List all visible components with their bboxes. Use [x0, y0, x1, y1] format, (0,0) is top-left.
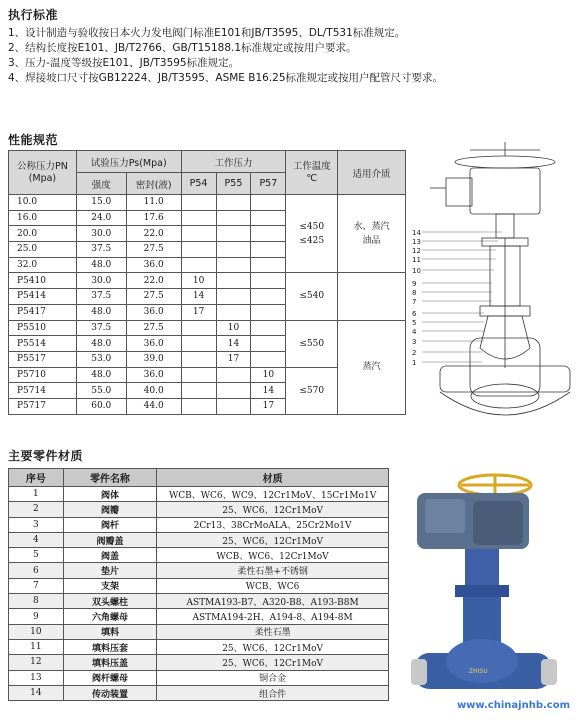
cell-p57 — [251, 336, 286, 352]
cell-part-no: 2 — [9, 502, 64, 517]
callout-number: 9 — [412, 280, 417, 288]
parts-row — [9, 502, 389, 517]
watermark: www.chinajnhb.com — [456, 700, 570, 711]
cell-seal: 22.0 — [126, 273, 181, 289]
cell-part-material: 铜合金 — [157, 670, 389, 685]
standards-list — [8, 26, 568, 86]
cell-p57 — [251, 289, 286, 305]
callout-number: 13 — [412, 238, 421, 246]
parts-table — [8, 468, 389, 701]
cell-part-name: 垫片 — [63, 563, 157, 578]
cell-temp: ≤550 — [286, 320, 338, 367]
cell-p55 — [216, 367, 251, 383]
cell-p54 — [181, 320, 216, 336]
header-test-pressure: 试验压力Ps(Mpa) — [76, 151, 181, 173]
cell-part-no: 6 — [9, 563, 64, 578]
header-seal: 密封(液) — [126, 173, 181, 195]
cell-p57 — [251, 242, 286, 258]
cell-part-name: 阀杆 — [63, 517, 157, 532]
parts-row — [9, 548, 389, 563]
cell-part-name: 阀盖 — [63, 548, 157, 563]
cell-pn: 32.0 — [9, 257, 77, 273]
cell-pn: P5510 — [9, 320, 77, 336]
cell-medium: 水、蒸汽 油品 — [338, 195, 406, 273]
cell-temp: ≤570 — [286, 367, 338, 414]
cell-p54 — [181, 257, 216, 273]
cell-p55: 17 — [216, 351, 251, 367]
cell-pn: P5514 — [9, 336, 77, 352]
cell-p55 — [216, 195, 251, 211]
standards-line: 1、设计制造与验收按日本火力发电阀门标准E101和JB/T3595、DL/T531标准规定。 — [8, 27, 406, 39]
cell-p57 — [251, 304, 286, 320]
cell-p55 — [216, 304, 251, 320]
cell-part-name: 阀瓣盖 — [63, 532, 157, 547]
cell-p57: 10 — [251, 367, 286, 383]
callout-number: 4 — [412, 328, 417, 336]
cell-p54 — [181, 226, 216, 242]
cell-p54 — [181, 336, 216, 352]
cell-p55 — [216, 383, 251, 399]
header-work-pressure: 工作压力 — [181, 151, 286, 173]
cell-pn: 20.0 — [9, 226, 77, 242]
cell-part-name: 双头螺柱 — [63, 594, 157, 609]
cell-p54: 14 — [181, 289, 216, 305]
performance-row — [9, 273, 406, 289]
header-strength: 强度 — [76, 173, 126, 195]
cell-seal: 36.0 — [126, 304, 181, 320]
header-material: 材质 — [157, 469, 389, 487]
cell-part-name: 填料压套 — [63, 639, 157, 654]
parts-row — [9, 487, 389, 502]
cell-seal: 40.0 — [126, 383, 181, 399]
cell-part-no: 11 — [9, 639, 64, 654]
callout-number: 5 — [412, 319, 417, 327]
standards-line: 2、结构长度按E101、JB/T2766、GB/T15188.1标准规定或按用户要求。 — [8, 42, 357, 54]
header-p54: P54 — [181, 173, 216, 195]
cell-p54 — [181, 351, 216, 367]
cell-p54 — [181, 367, 216, 383]
header-part-name: 零件名称 — [63, 469, 157, 487]
callout-number: 3 — [412, 338, 417, 346]
cell-p55 — [216, 398, 251, 414]
cell-part-name: 传动装置 — [63, 685, 157, 700]
cell-strength: 48.0 — [76, 367, 126, 383]
cell-pn: P5517 — [9, 351, 77, 367]
callout-number: 10 — [412, 267, 421, 275]
callout-number: 14 — [412, 229, 421, 237]
valve-marking: ZHISU — [469, 668, 488, 675]
cell-p57: 17 — [251, 398, 286, 414]
cell-part-no: 8 — [9, 594, 64, 609]
standards-line: 3、压力-温度等级按E101、JB/T3595标准规定。 — [8, 57, 240, 69]
cell-part-no: 14 — [9, 685, 64, 700]
cell-p54 — [181, 195, 216, 211]
cell-p57: 14 — [251, 383, 286, 399]
parts-row — [9, 670, 389, 685]
cell-strength: 48.0 — [76, 257, 126, 273]
cell-pn: P5717 — [9, 398, 77, 414]
cell-pn: 16.0 — [9, 210, 77, 226]
cell-p55 — [216, 273, 251, 289]
cell-part-no: 3 — [9, 517, 64, 532]
cell-seal: 27.5 — [126, 242, 181, 258]
cell-part-name: 支架 — [63, 578, 157, 593]
header-no: 序号 — [9, 469, 64, 487]
cell-part-no: 9 — [9, 609, 64, 624]
cell-p57 — [251, 210, 286, 226]
cell-pn: 25.0 — [9, 242, 77, 258]
cell-part-material: WCB、WC6、12Cr1MoV — [157, 548, 389, 563]
header-temp: 工作温度 ℃ — [286, 151, 338, 195]
cell-part-material: 柔性石墨+不锈钢 — [157, 563, 389, 578]
cell-pn: P5417 — [9, 304, 77, 320]
parts-row — [9, 624, 389, 639]
cell-p57 — [251, 320, 286, 336]
cell-p57 — [251, 351, 286, 367]
cell-strength: 48.0 — [76, 336, 126, 352]
parts-row — [9, 639, 389, 654]
parts-row — [9, 517, 389, 532]
header-p55: P55 — [216, 173, 251, 195]
cell-part-name: 填料 — [63, 624, 157, 639]
cell-strength: 37.5 — [76, 242, 126, 258]
cell-part-name: 阀杆螺母 — [63, 670, 157, 685]
cell-pn: P5414 — [9, 289, 77, 305]
parts-row — [9, 578, 389, 593]
standards-line: 4、焊接坡口尺寸按GB12224、JB/T3595、ASME B16.25标准规定或按用户配管尺寸要求。 — [8, 72, 444, 84]
cell-part-material: 25、WC6、12Cr1MoV — [157, 502, 389, 517]
cell-seal: 17.6 — [126, 210, 181, 226]
cell-strength: 53.0 — [76, 351, 126, 367]
cell-p55 — [216, 257, 251, 273]
cell-part-no: 12 — [9, 655, 64, 670]
valve-cutaway-drawing — [410, 138, 573, 435]
cell-p54: 17 — [181, 304, 216, 320]
cell-part-name: 填料压盖 — [63, 655, 157, 670]
cell-p54 — [181, 383, 216, 399]
callout-number: 2 — [412, 349, 417, 357]
cell-part-no: 7 — [9, 578, 64, 593]
cell-p54: 10 — [181, 273, 216, 289]
cell-part-material: ASTMA193-B7、A320-B8、A193-B8M — [157, 594, 389, 609]
cell-medium — [338, 273, 406, 320]
performance-body — [9, 195, 406, 415]
callout-number: 7 — [412, 298, 417, 306]
cell-p57 — [251, 195, 286, 211]
standards-title: 执行标准 — [8, 8, 59, 22]
parts-row — [9, 594, 389, 609]
parts-row — [9, 532, 389, 547]
cell-p54 — [181, 398, 216, 414]
header-pn: 公称压力PN (Mpa) — [9, 151, 77, 195]
parts-body — [9, 487, 389, 701]
callout-number: 1 — [412, 359, 417, 367]
cell-part-material: 2Cr13、38CrMoALA、25Cr2Mo1V — [157, 517, 389, 532]
cell-p55 — [216, 226, 251, 242]
cell-seal: 36.0 — [126, 257, 181, 273]
cell-seal: 27.5 — [126, 320, 181, 336]
cell-seal: 36.0 — [126, 336, 181, 352]
cell-strength: 55.0 — [76, 383, 126, 399]
cell-p55 — [216, 242, 251, 258]
callout-number: 11 — [412, 256, 421, 264]
cell-part-no: 5 — [9, 548, 64, 563]
cell-pn: P5714 — [9, 383, 77, 399]
cell-strength: 48.0 — [76, 304, 126, 320]
cell-medium: 蒸汽 — [338, 320, 406, 414]
performance-title: 性能规范 — [8, 133, 59, 147]
cell-seal: 27.5 — [126, 289, 181, 305]
cell-p55 — [216, 289, 251, 305]
cell-part-no: 4 — [9, 532, 64, 547]
cell-part-name: 六角螺母 — [63, 609, 157, 624]
cell-p54 — [181, 242, 216, 258]
performance-row — [9, 320, 406, 336]
cell-strength: 60.0 — [76, 398, 126, 414]
cell-part-material: 25、WC6、12Cr1MoV — [157, 655, 389, 670]
cell-p54 — [181, 210, 216, 226]
cell-seal: 39.0 — [126, 351, 181, 367]
cell-strength: 30.0 — [76, 273, 126, 289]
cell-seal: 11.0 — [126, 195, 181, 211]
cell-strength: 37.5 — [76, 289, 126, 305]
cell-strength: 15.0 — [76, 195, 126, 211]
cell-part-no: 1 — [9, 487, 64, 502]
cell-seal: 36.0 — [126, 367, 181, 383]
cell-part-name: 阀瓣 — [63, 502, 157, 517]
cell-strength: 24.0 — [76, 210, 126, 226]
cell-p57 — [251, 257, 286, 273]
callout-number: 8 — [412, 289, 417, 297]
cell-p57 — [251, 273, 286, 289]
parts-row — [9, 563, 389, 578]
parts-row — [9, 685, 389, 700]
cell-part-no: 10 — [9, 624, 64, 639]
cell-p55: 10 — [216, 320, 251, 336]
cell-temp: ≤540 — [286, 273, 338, 320]
cell-part-material: 柔性石墨 — [157, 624, 389, 639]
cell-pn: P5410 — [9, 273, 77, 289]
cell-part-name: 阀体 — [63, 487, 157, 502]
cell-part-material: WCB、WC6、WC9、12Cr1MoV、15Cr1Mo1V — [157, 487, 389, 502]
cell-strength: 37.5 — [76, 320, 126, 336]
cell-temp: ≤450 ≤425 — [286, 195, 338, 273]
cell-pn: 10.0 — [9, 195, 77, 211]
cell-pn: P5710 — [9, 367, 77, 383]
callout-number: 12 — [412, 247, 421, 255]
callout-number: 6 — [412, 310, 417, 318]
cell-p55 — [216, 210, 251, 226]
parts-row — [9, 609, 389, 624]
cell-part-material: ASTMA194-2H、A194-8、A194-8M — [157, 609, 389, 624]
cell-strength: 30.0 — [76, 226, 126, 242]
parts-title: 主要零件材质 — [8, 449, 84, 463]
header-medium: 适用介质 — [338, 151, 406, 195]
performance-table — [8, 150, 406, 415]
cell-part-material: WCB、WC6 — [157, 578, 389, 593]
cell-p57 — [251, 226, 286, 242]
parts-row — [9, 655, 389, 670]
cell-part-material: 25、WC6、12Cr1MoV — [157, 639, 389, 654]
header-p57: P57 — [251, 173, 286, 195]
valve-photo — [395, 463, 573, 721]
cell-seal: 44.0 — [126, 398, 181, 414]
cell-part-no: 13 — [9, 670, 64, 685]
cell-part-material: 25、WC6、12Cr1MoV — [157, 532, 389, 547]
performance-row — [9, 195, 406, 211]
cell-p55: 14 — [216, 336, 251, 352]
cell-seal: 22.0 — [126, 226, 181, 242]
cell-part-material: 组合件 — [157, 685, 389, 700]
